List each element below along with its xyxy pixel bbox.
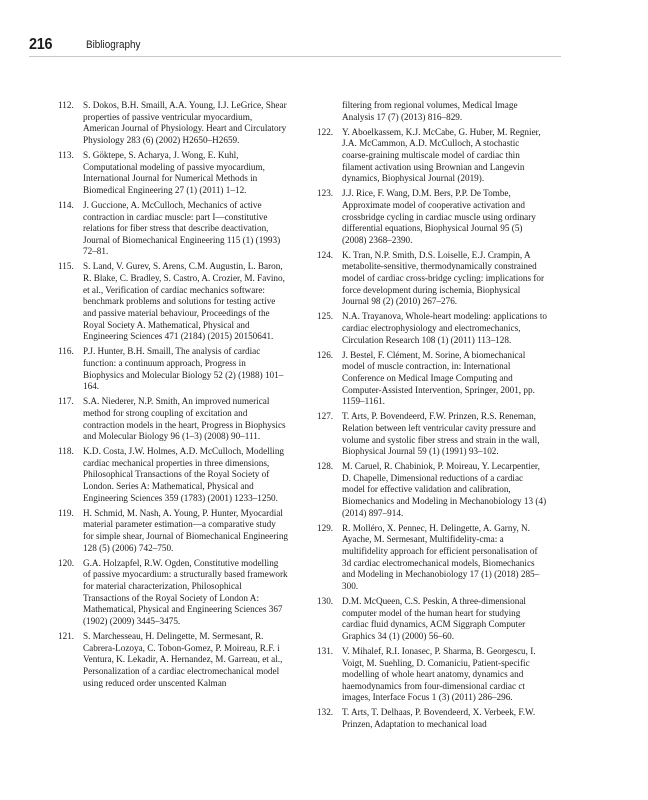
- reference-item: [317, 646, 547, 704]
- reference-text: M. Caruel, R. Chabiniok, P. Moireau, Y. Lecarpentier, D. Chapelle, Dimensional reductions of a cardiac model for effective validation and calibration, Biomechanics and Modeling in Mechanobiology 13 (4) (2014) 897–914.: [342, 461, 547, 518]
- reference-number: 120.: [58, 557, 75, 568]
- reference-item: [58, 261, 288, 343]
- reference-number: 116.: [58, 346, 74, 357]
- reference-item: [317, 596, 547, 643]
- reference-number: 129.: [317, 522, 334, 533]
- reference-number: 121.: [58, 630, 75, 641]
- reference-number: 128.: [317, 461, 334, 472]
- reference-text: J. Bestel, F. Clément, M. Sorine, A biomechanical model of muscle contraction, in: International Conference on Medical Image Computing and Computer-Assisted Intervention, Springer, 2001, pp. 1159–1161.: [342, 349, 535, 407]
- reference-continuation: filtering from regional volumes, Medical Image Analysis 17 (7) (2013) 816–829.: [342, 100, 518, 122]
- reference-text: S.A. Niederer, N.P. Smith, An improved numerical method for strong coupling of excitation and contraction models in the heart, Progress in Biophysics and Molecular Biology 96 (1–3) (2008) 90–111.: [83, 396, 286, 442]
- reference-number: 117.: [58, 396, 74, 407]
- reference-item: [58, 558, 288, 628]
- reference-item: [317, 127, 547, 185]
- reference-text: T. Arts, P. Bovendeerd, F.W. Prinzen, R.S. Reneman, Relation between left ventricular cavity pressure and volume and systolic fiber stress and strain in the wall, Biophysical Journal 59 (1) (1991) 93–102.: [342, 411, 540, 457]
- reference-text: V. Mihalef, R.I. Ionasec, P. Sharma, B. Georgescu, I. Voigt, M. Suehling, D. Comaniciu, Patient-specific modelling of whole heart anatomy, dynamics and haemodynamics from four-dimensional cardiac ct images, Interface Focus 1 (3) (2011) 286–296.: [342, 645, 536, 703]
- right-column: [317, 100, 547, 734]
- reference-item: [58, 508, 288, 555]
- reference-item: [58, 346, 288, 393]
- reference-number: 122.: [317, 126, 334, 137]
- reference-number: 126.: [317, 349, 334, 360]
- left-column: [58, 100, 288, 692]
- reference-item: [58, 446, 288, 504]
- reference-number: 131.: [317, 645, 334, 656]
- reference-number: 114.: [58, 199, 74, 210]
- reference-number: 125.: [317, 311, 334, 322]
- reference-number: 115.: [58, 261, 74, 272]
- reference-number: 123.: [317, 188, 334, 199]
- reference-text: H. Schmid, M. Nash, A. Young, P. Hunter, Myocardial material parameter estimation—a comparative study for simple shear, Journal of Biomechanical Engineering 128 (5) (2006) 742–750.: [83, 507, 289, 553]
- reference-text: S. Land, V. Gurev, S. Arens, C.M. Augustin, L. Baron, R. Blake, C. Bradley, S. Castro, A. Crozier, M. Favino, et al., Verification of cardiac mechanics software: benchmark problems and solutions for testing active and passive material behaviour, Proceedings of the Royal Society A. Mathematical, Physical and Engineering Sciences 471 (2184) (2015) 20150641.: [83, 261, 285, 342]
- reference-text: D.M. McQueen, C.S. Peskin, A three-dimensional computer model of the human heart for studying cardiac fluid dynamics, ACM Siggraph Computer Graphics 34 (1) (2000) 56–60.: [342, 595, 526, 641]
- reference-item: [317, 350, 547, 408]
- reference-number: 119.: [58, 507, 74, 518]
- reference-text: Y. Aboelkassem, K.J. McCabe, G. Huber, M. Regnier, J.A. McCammon, A.D. McCulloch, A stochastic coarse-graining multiscale model of cardiac thin filament activation using Brownian and Langevin dynamics, Biophysical Journal (2019).: [342, 126, 541, 184]
- reference-item: [317, 311, 547, 346]
- page-number: 216: [29, 36, 53, 53]
- reference-item: [58, 100, 288, 147]
- page-header: [29, 34, 561, 57]
- reference-item: [317, 461, 547, 519]
- reference-item: [58, 631, 288, 689]
- reference-text: K. Tran, N.P. Smith, D.S. Loiselle, E.J. Crampin, A metabolite-sensitive, thermodynamically constrained model of cardiac cross-bridge cycling: implications for force development during ischemia, Biophysical Journal 98 (2) (2010) 267–276.: [342, 249, 545, 307]
- reference-item: [317, 188, 547, 246]
- reference-number: 118.: [58, 446, 74, 457]
- reference-text: R. Molléro, X. Pennec, H. Delingette, A. Garny, N. Ayache, M. Sermesant, Multifidelity-cma: a multifidelity approach for efficient personalisation of 3d cardiac electromechanical models, Biomechanics and Modeling in Mechanobiology 17 (1) (2018) 285–300.: [342, 522, 540, 591]
- reference-text: G.A. Holzapfel, R.W. Ogden, Constitutive modelling of passive myocardium: a structurally based framework for material characterization, Philosophical Transactions of the Royal Society of London A: Mathematical, Physical and Engineering Sciences 367 (1902) (2009) 3445–3475.: [83, 557, 288, 626]
- reference-text: S. Marchesseau, H. Delingette, M. Sermesant, R. Cabrera-Lozoya, C. Tobon-Gomez, P. Moireau, R.F. i Ventura, K. Lekadir, A. Hernandez, M. Garreau, et al., Personalization of a cardiac electromechanical model using reduced order unscented Kalman: [83, 630, 283, 688]
- reference-item: [317, 707, 547, 730]
- reference-text: J.J. Rice, F. Wang, D.M. Bers, P.P. De Tombe, Approximate model of cooperative activation and crossbridge cycling in cardiac muscle using ordinary differential equations, Biophysical Journal 95 (5) (2008) 2368–2390.: [342, 188, 536, 245]
- reference-number: 124.: [317, 249, 334, 260]
- reference-item: [317, 411, 547, 458]
- reference-item: [58, 200, 288, 258]
- reference-item: [317, 523, 547, 593]
- reference-text: K.D. Costa, J.W. Holmes, A.D. McCulloch, Modelling cardiac mechanical properties in three dimensions, Philosophical Transactions of the Royal Society of London. Series A: Mathematical, Physical and Engineering Sciences 359 (1783) (2001) 1233–1250.: [83, 446, 285, 503]
- running-title: Bibliography: [86, 39, 141, 51]
- reference-number: 113.: [58, 149, 74, 160]
- reference-item: [317, 250, 547, 308]
- reference-text: T. Arts, T. Delhaas, P. Bovendeerd, X. Verbeek, F.W. Prinzen, Adaptation to mechanical load: [342, 707, 536, 730]
- reference-text: N.A. Trayanova, Whole-heart modeling: applications to cardiac electrophysiology and electromechanics, Circulation Research 108 (1) (2011) 113–128.: [342, 311, 547, 345]
- reference-number: 127.: [317, 411, 334, 422]
- reference-text: S. Göktepe, S. Acharya, J. Wong, E. Kuhl, Computational modeling of passive myocardium, International Journal for Numerical Methods in Biomedical Engineering 27 (1) (2011) 1–12.: [83, 149, 265, 195]
- reference-item: [58, 396, 288, 443]
- reference-text: S. Dokos, B.H. Smaill, A.A. Young, I.J. LeGrice, Shear properties of passive ventricular myocardium, American Journal of Physiology. Heart and Circulatory Physiology 283 (6) (2002) H2650–H2659.: [83, 100, 287, 145]
- reference-text: P.J. Hunter, B.H. Smaill, The analysis of cardiac function: a continuum approach, Progress in Biophysics and Molecular Biology 52 (2) (1988) 101–164.: [83, 346, 284, 392]
- reference-item: [58, 150, 288, 197]
- reference-text: J. Guccione, A. McCulloch, Mechanics of active contraction in cardiac muscle: part I—constitutive relations for fiber stress that describe deactivation, Journal of Biomechanical Engineering 115 (1) (1993) 72–81.: [83, 199, 281, 257]
- reference-number: 132.: [317, 707, 334, 718]
- reference-number: 130.: [317, 595, 334, 606]
- reference-number: 112.: [58, 100, 74, 110]
